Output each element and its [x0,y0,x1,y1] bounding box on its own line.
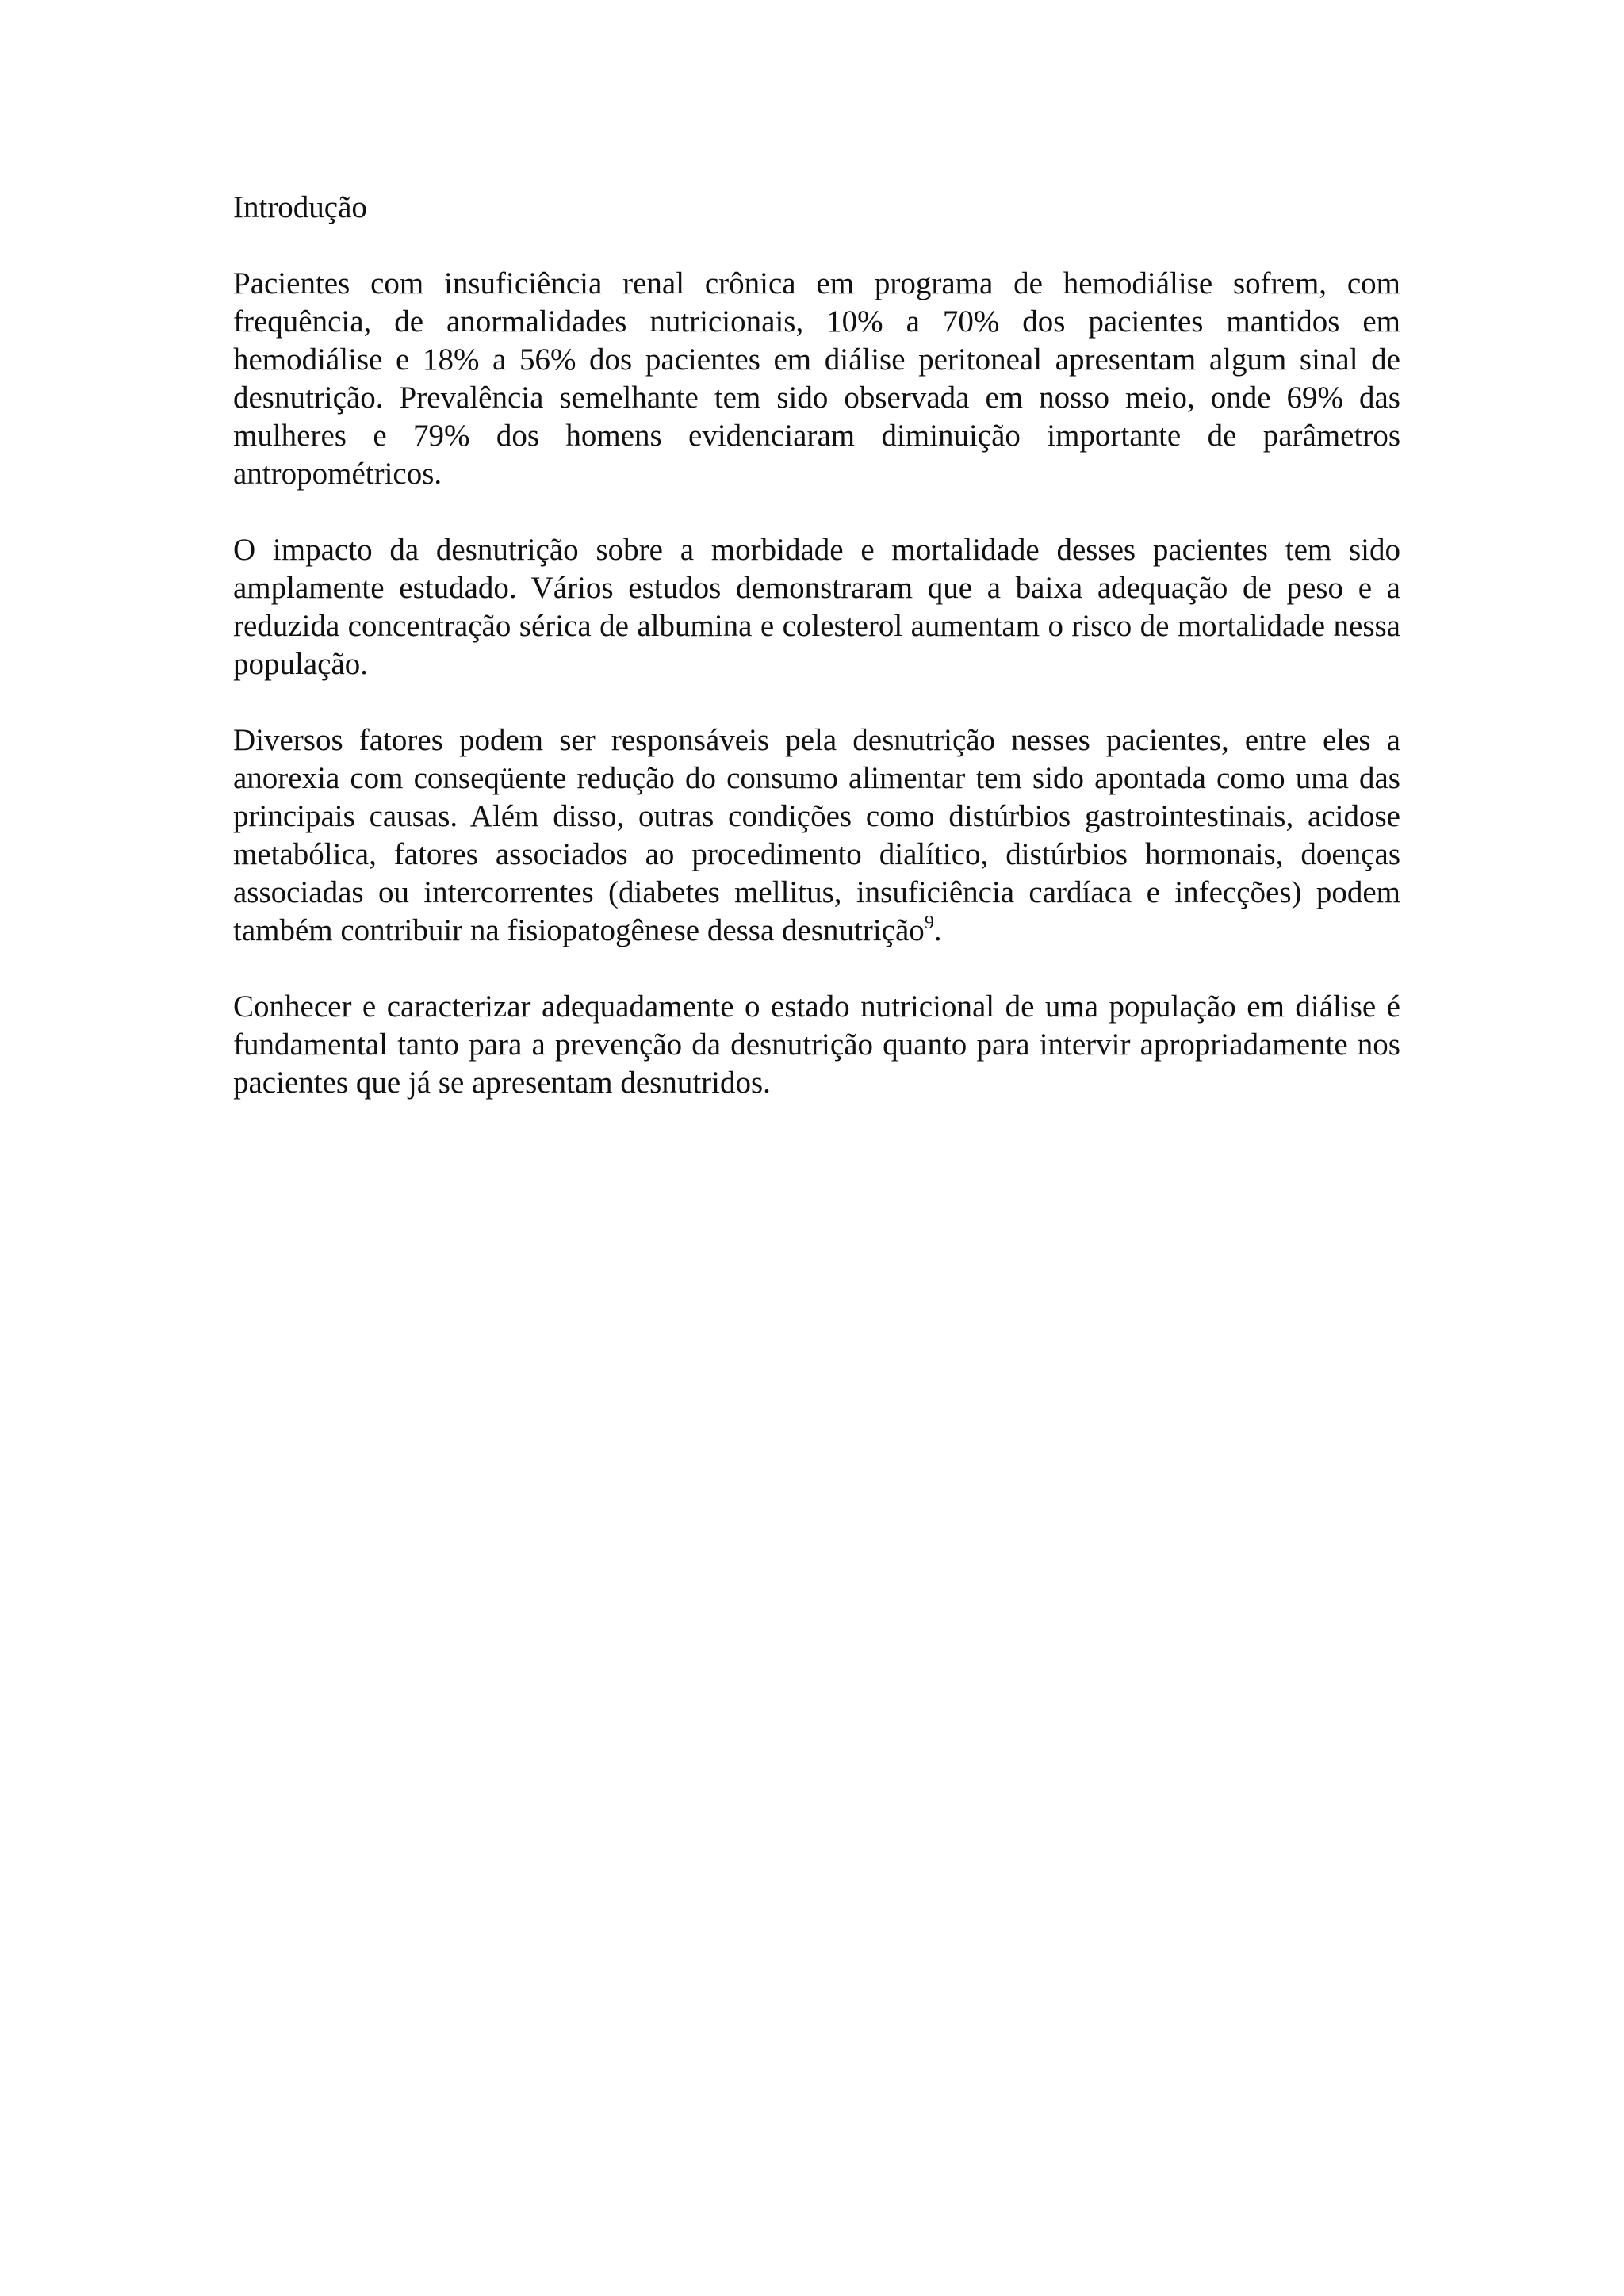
paragraph-2 [233,531,1400,683]
citation-superscript: 9 [924,913,934,933]
paragraph-2-text: O impacto da desnutrição sobre a morbidade e mortalidade desses pacientes tem sido amplamente estudado. Vários estudos demonstraram que a baixa adequação de peso e a reduzida concentração sérica de albumina e colesterol aumentam o risco de mortalidade nessa população. [233,533,1400,681]
paragraph-1 [233,265,1400,493]
paragraph-3-text: Diversos fatores podem ser responsáveis pela desnutrição nesses pacientes, entre eles a anorexia com conseqüente redução do consumo alimentar tem sido apontada como uma das principais causas. Além disso, outras condições como distúrbios gastrointestinais, acidose metabólica, fatores associados ao procedimento dialítico, distúrbios hormonais, doenças associadas ou intercorrentes (diabetes mellitus, insuficiência cardíaca e infecções) podem também contribuir na fisiopatogênese dessa desnutrição [233,723,1400,947]
paragraph-4-text: Conhecer e caracterizar adequadamente o estado nutricional de uma população em diálise é fundamental tanto para a prevenção da desnutrição quanto para intervir apropriadamente nos pacientes que já se apresentam desnutridos. [233,989,1400,1100]
document-body [233,189,1400,1102]
paragraph-3-suffix: . [933,913,942,947]
paragraph-1-text: Pacientes com insuficiência renal crônica em programa de hemodiálise sofrem, com frequência, de anormalidades nutricionais, 10% a 70% dos pacientes mantidos em hemodiálise e 18% a 56% dos pacientes em diálise peritoneal apresentam algum sinal de desnutrição. Prevalência semelhante tem sido observada em nosso meio, onde 69% das mulheres e 79% dos homens evidenciaram diminuição importante de parâmetros antropométricos. [233,266,1400,491]
paragraph-3 [233,721,1400,950]
paragraph-4 [233,988,1400,1102]
section-heading: Introdução [233,190,367,224]
